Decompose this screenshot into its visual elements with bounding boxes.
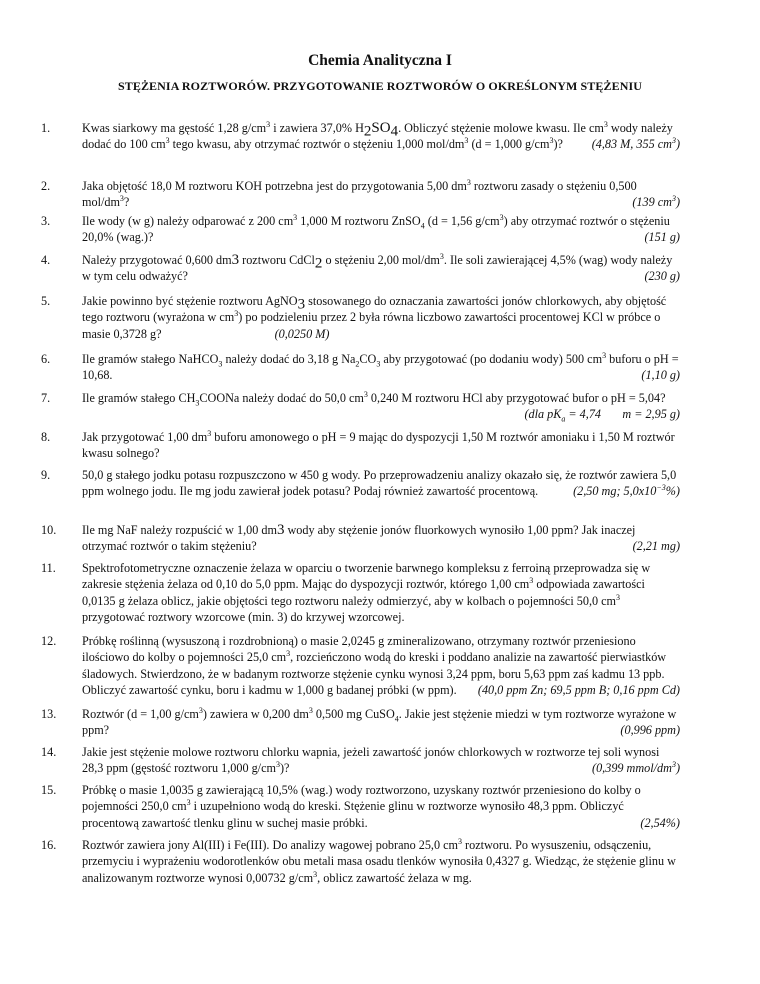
problem-9: 9. 50,0 g stałego jodku potasu rozpuszczono w 450 g wody. Po przeprowadzeniu analizy okazało się, że roztwór zawiera 5,0 ppm wolnego jodu. Ile mg jodu zawierał jodek potasu? Podaj również zawartość procentową. (2,50 mg; $5,0x10^{-3}\%$) [41, 468, 680, 499]
answer: (2,50 mg; $5,0x10^{-3}\%$) [573, 483, 680, 499]
answer: (2,21 mg) [632, 539, 680, 554]
answer: (1,10 g) [641, 368, 680, 383]
answer: (151 g) [644, 230, 680, 245]
problem-7: 7. Ile gramów stałego $CH_3COONa$ należy dodać do 50,0 $cm^3$ 0,240 M roztworu HCl aby przygotować bufor o pH = 5,04? (dla $pK_a = 4,74$ m = 2,95 g) [41, 389, 680, 424]
answer: (0,996 ppm) [620, 723, 680, 738]
problem-number: 1. [41, 121, 51, 135]
problem-1: 1. Kwas siarkowy ma gęstość 1,28 $g/cm^3$ i zawiera 37,0% $H_2SO_4$. Obliczyć stężenie molowe kwasu. Ile $cm^3$ wody należy dodać do 100 $cm^3$ tego kwasu, aby otrzymać roztwór o stężeniu 1,000 mol/$dm^3$ (d = 1,000 $g/cm^3$)? (4,83 M, 355 $cm^3$) [41, 119, 680, 152]
problem-14: 14. Jakie jest stężenie molowe roztworu chlorku wapnia, jeżeli zawartość jonów chlorkowych w roztworze tej soli wynosi 28,3 ppm (gęstość roztworu 1,000 $g/cm^3$)? (0,399 mmol/$dm^3$) [41, 745, 680, 776]
answer: (230 g) [644, 269, 680, 284]
answer: (40,0 ppm Zn; 69,5 ppm B; 0,16 ppm Cd) [477, 682, 680, 697]
problem-4: 4. Należy przygotować 0,600 dm3 roztworu CdCl$_2$ o stężeniu 2,00 mol/$dm^3$. Ile soli zawierającej 4,5% (wag) wody należy w tym celu odważyć? (230 g) [41, 251, 680, 284]
problem-16: 16. Roztwór zawiera jony Al(III) i Fe(III). Do analizy wagowej pobrano 25,0 $cm^3$ roztworu. Po wysuszeniu, odsączeniu, przemyciu i wyprażeniu wodorotlenków obu metali masa osadu tlenków wynosiła 0,4327 g. Wiedząc, że stężenie glinu w analizowanym roztworze wynosi 0,00732 $g/cm^3$, oblicz zawartość żelaza w mg. [41, 836, 676, 885]
answer: (139 $cm^3$) [632, 194, 680, 210]
answer: (2,54%) [640, 815, 680, 830]
page-subtitle: STĘŻENIA ROZTWORÓW. PRZYGOTOWANIE ROZTWORÓW O OKREŚLONYM STĘŻENIU [117, 79, 643, 93]
page-title: Chemia Analityczna I [308, 52, 452, 69]
problem-6: 6. Ile gramów stałego NaHCO$_3$ należy dodać do 3,18 g $Na_2CO_3$ aby przygotować (po dodaniu wody) 500 $cm^3$ buforu o pH = 10,68. (1,10 g) [41, 350, 680, 383]
problem-11: 11. Spektrofotometryczne oznaczenie żelaza w oparciu o tworzenie barwnego kompleksu z ferroiną przeprowadza się w zakresie stężenia żelaza od 0,10 do 5,0 ppm. Mając do dyspozycji roztwór, którego 1,00 $cm^3$ odpowiada zawartości 0,0135 g żelaza oblicz, jakie objętości tego roztworu należy odmierzyć, aby w kolbach o pojemności 50,0 $cm^3$ przygotować roztwory wzorcowe (min. 3) do krzywej wzorcowej. [41, 561, 651, 624]
problem-10: 10. Ile mg NaF należy rozpuścić w 1,00 dm3 wody aby stężenie jonów fluorkowych wynosiło 1,00 ppm? Jak inaczej otrzymać roztwór o takim stężeniu? (2,21 mg) [41, 522, 680, 554]
answer: (0,0250 M) [274, 326, 330, 341]
answer: (0,399 mmol/$dm^3$) [592, 760, 680, 776]
problem-5: 5. Jakie powinno być stężenie roztworu AgNO$_3$ stosowanego do oznaczania zawartości jonów chlorkowych, aby objętość tego roztworu (wyrażona w $cm^3$) po podzieleniu przez 2 była równa liczbowo zawartości procentowej KCl w próbce o masie 0,3728 g? (0,0250 M) [41, 294, 667, 341]
problem-2: 2. Jaka objętość 18,0 M roztworu KOH potrzebna jest do przygotowania 5,00 $dm^3$ roztworu zasady o stężeniu 0,500 mol/$dm^3$? (139 $cm^3$) [41, 177, 680, 210]
answer: (dla $pK_a = 4,74$ m = 2,95 g) [524, 407, 680, 424]
problem-12: 12. Próbkę roślinną (wysuszoną i rozdrobnioną) o masie 2,0245 g zmineralizowano, otrzymany roztwór przeniesiono ilościowo do kolby o pojemności 25,0 $cm^3$, rozcieńczono wodą do kreski i poddano analizie na zawartość pierwiastków śladowych. Stwierdzono, że w badanym roztworze stężenie cynku wynosi 3,24 ppm, boru 5,63 ppm zaś kadmu 13 ppb. Obliczyć zawartość cynku, boru i kadmu w 1,000 g badanej próbki (w ppm). (40,0 ppm Zn; 69,5 ppm B; 0,16 ppm Cd) [41, 634, 680, 697]
problem-3: 3. Ile wody (w g) należy odparować z 200 $cm^3$ 1,000 M roztworu ZnSO$_4$ (d = 1,56 $g/cm^3$) aby otrzymać roztwór o stężeniu 20,0% (wag.)? (151 g) [41, 212, 680, 245]
problem-15: 15. Próbkę o masie 1,0035 g zawierającą 10,5% (wag.) wody roztworzono, uzyskany roztwór przeniesiono do kolby o pojemności 250,0 $cm^3$ i uzupełniono wodą do kreski. Stężenie glinu w roztworze wynosiło 48,3 ppm. Obliczyć procentową zawartość tlenku glinu w suchej masie próbki. (2,54%) [41, 783, 680, 830]
answer: (4,83 M, 355 $cm^3$) [591, 136, 680, 152]
problem-13: 13. Roztwór (d = 1,00 $g/cm^3$) zawiera w 0,200 $dm^3$ 0,500 mg CuSO$_4$. Jakie jest stężenie miedzi w tym roztworze wyrażone w ppm? (0,996 ppm) [41, 705, 680, 738]
problem-8: 8. Jak przygotować 1,00 $dm^3$ buforu amonowego o pH = 9 mając do dyspozycji 1,50 M roztwór amoniaku i 1,50 M roztwór kwasu solnego? [41, 428, 675, 461]
